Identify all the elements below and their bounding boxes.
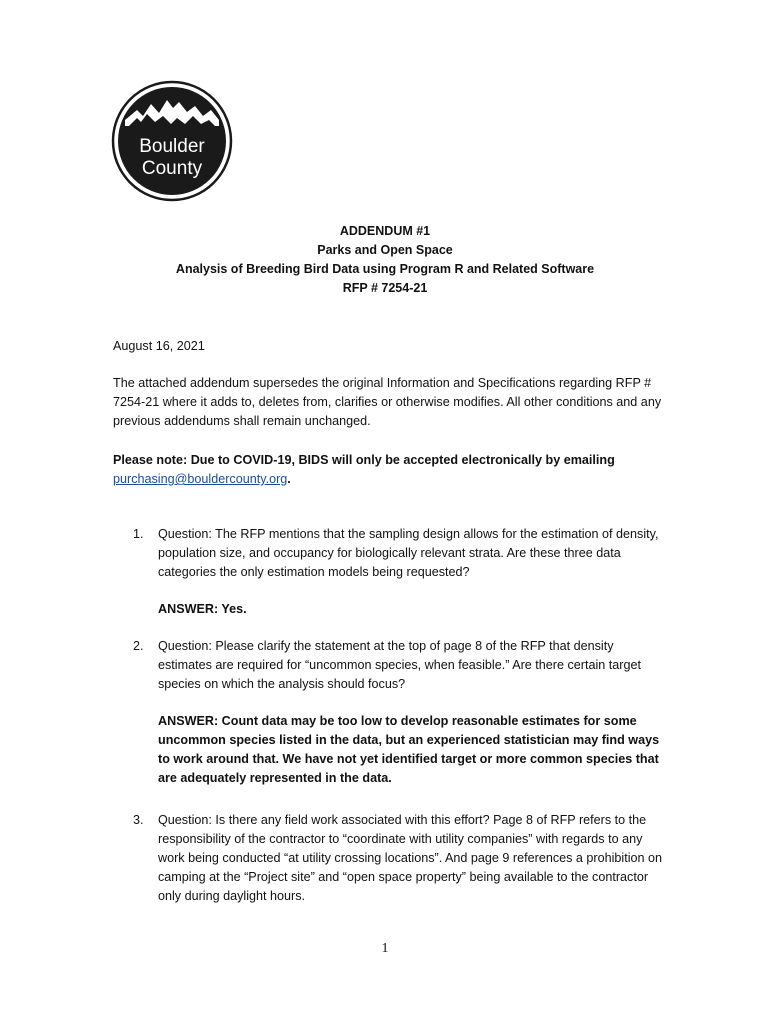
department-name: Parks and Open Space [317,243,453,257]
document-header [0,222,770,298]
question-number: 1. [133,527,144,541]
question-text: Question: Is there any field work associated with this effort? Page 8 of RFP refers to the responsibility of the contractor to “coordinate with utility companies” with regards to any work being conducted “at utility crossing locations”. And page 9 references a prohibition on camping at the “Project site” and “open space property” being available to the contractor only during daylight hours. [158,813,663,903]
question-item [133,637,663,788]
project-title: Analysis of Breeding Bird Data using Program R and Related Software [175,262,595,276]
page-number: 1 [381,941,389,956]
logo-text-line2: County [141,158,203,179]
question-number: 2. [133,639,144,653]
purchasing-email-link[interactable]: purchasing@bouldercounty.org [113,472,288,486]
question-text: Question: The RFP mentions that the sampling design allows for the estimation of density, population size, and occupancy for biologically relevant strata. Are these three data categories the only estimation models being requested? [158,527,659,579]
answer-text: ANSWER: Count data may be too low to develop reasonable estimates for some uncommon species listed in the data, but an experienced statistician may find ways to work around that. We have not yet identified target or more common species that are adequately represented in the data. [158,714,660,785]
covid-note [113,451,673,489]
question-item [133,525,663,619]
logo-emblem [111,80,233,202]
question-number: 3. [133,813,144,827]
addendum-title: ADDENDUM #1 [339,224,431,238]
boulder-county-logo [111,80,233,202]
answer-text: ANSWER: Yes. [158,602,247,616]
question-text: Question: Please clarify the statement at the top of page 8 of the RFP that density estimates are required for “uncommon species, when feasible.” Are there certain target species on which the analysis should focus? [158,639,641,691]
question-item [133,811,663,906]
covid-note-text: Please note: Due to COVID-19, BIDS will only be accepted electronically by emailing [113,453,615,467]
logo-text-line1: Boulder [139,136,205,157]
covid-note-end: . [287,472,291,486]
rfp-number: RFP # 7254-21 [342,281,428,295]
intro-paragraph: The attached addendum supersedes the original Information and Specifications regarding RFP # 7254-21 where it adds to, deletes from, clarifies or otherwise modifies. All other conditions and any previous addendums shall remain unchanged. [113,376,662,428]
document-date: August 16, 2021 [113,339,205,353]
